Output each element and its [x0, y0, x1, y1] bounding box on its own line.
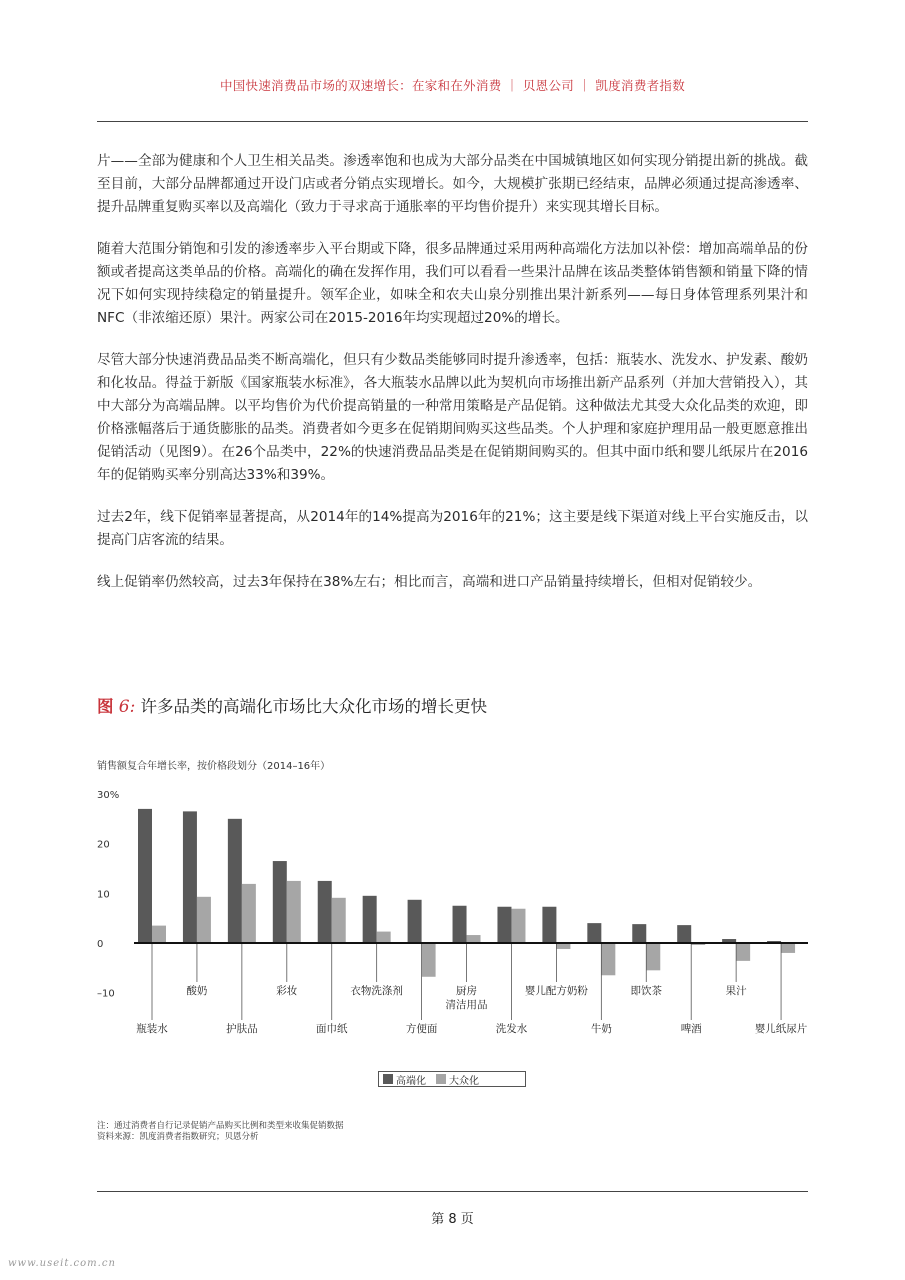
bar-mass — [467, 935, 481, 943]
y-tick-label: 10 — [97, 889, 110, 901]
y-tick-label: –10 — [97, 988, 115, 1000]
legend-label-mass: 大众化 — [449, 1075, 479, 1087]
category-label: 即饮茶 — [630, 985, 663, 997]
paragraph-1: 片——全部为健康和个人卫生相关品类。渗透率饱和也成为大部分品类在中国城镇地区如何实现分销提出新的挑战。截至目前，大部分品牌都通过开设门店或者分销点实现增长。如今，大规模扩张期已经结束，品牌必须通过提高渗透率、提升品牌重复购买率以及高端化（致力于寻求高于通胀率的平均售价提升）来实现其增长目标。 — [97, 153, 808, 215]
body-text — [97, 150, 808, 613]
category-label: 方便面 — [405, 1023, 438, 1035]
category-label: 洗发水 — [495, 1023, 528, 1035]
figure-caption: 许多品类的高端化市场比大众化市场的增长更快 — [140, 697, 488, 716]
running-header — [97, 76, 808, 94]
bar-mass — [422, 943, 436, 977]
y-tick-label: 0 — [97, 939, 104, 950]
chart-legend — [378, 1071, 526, 1087]
category-label: 护肤品 — [226, 1023, 258, 1035]
paragraph-3: 尽管大部分快速消费品品类不断高端化，但只有少数品类能够同时提升渗透率，包括：瓶装水、洗发水、护发素、酸奶和化妆品。得益于新版《国家瓶装水标准》，各大瓶装水品牌以此为契机向市场推出新产品系列（并加大营销投入），其中大部分为高端品牌。以平均售价为代价提高销量的一种常用策略是产品促销。这种做法尤其受大众化品类的欢迎，即价格涨幅落后于通货膨胀的品类。消费者如今更多在促销期间购买这些品类。个人护理和家庭护理用品一般更愿意推出促销活动（见图9）。在26个品类中，22%的快速消费品品类是在促销期间购买的。但其中面巾纸和婴儿纸尿片在2016年的促销购买率分别高达33%和39%。 — [97, 352, 808, 483]
category-label: 果汁 — [725, 985, 747, 997]
bar-mass — [377, 932, 391, 943]
category-label: 彩妆 — [276, 985, 298, 997]
bar-premium — [587, 923, 601, 943]
legend-label-premium: 高端化 — [396, 1075, 426, 1087]
bar-mass — [152, 926, 166, 943]
category-label: 清洁用品 — [445, 999, 488, 1011]
category-label: 酸奶 — [186, 985, 208, 997]
figure-number: 6: — [118, 697, 136, 717]
figure-label: 图 — [97, 697, 114, 716]
bar-premium — [677, 925, 691, 943]
bar-premium — [273, 861, 287, 943]
y-tick-label: 20 — [97, 839, 110, 851]
chart-subtitle: 销售额复合年增长率，按价格段划分（2014–16年） — [97, 761, 331, 772]
category-label: 面巾纸 — [315, 1023, 348, 1035]
category-label: 牛奶 — [590, 1023, 612, 1035]
category-label: 衣物洗涤剂 — [350, 985, 403, 997]
bar-mass — [646, 943, 660, 970]
legend-swatch-mass — [436, 1074, 446, 1084]
bar-premium — [632, 924, 646, 943]
category-label: 厨房 — [456, 985, 478, 997]
category-label: 啤酒 — [680, 1023, 702, 1035]
bar-premium — [408, 900, 422, 943]
chart-notes — [97, 1121, 344, 1143]
bar-premium — [542, 907, 556, 943]
bar-mass — [242, 884, 256, 943]
category-label: 瓶装水 — [136, 1023, 168, 1035]
bar-mass — [511, 909, 525, 943]
bar-premium — [183, 811, 197, 943]
page-number: 第 8 页 — [431, 1212, 474, 1227]
category-label: 婴儿配方奶粉 — [524, 985, 588, 997]
bar-premium — [228, 819, 242, 943]
legend-swatch-premium — [383, 1074, 393, 1084]
bar-premium — [363, 896, 377, 943]
bar-mass — [332, 898, 346, 943]
bar-mass — [601, 943, 615, 975]
legend-item-mass — [436, 1072, 479, 1087]
header-text: 中国快速消费品市场的双速增长：在家和在外消费 ｜ 贝恩公司 ｜ 凯度消费者指数 — [219, 78, 686, 93]
paragraph-5: 线上促销率仍然较高，过去3年保持在38%左右；相比而言，高端和进口产品销量持续增长，但相对促销较少。 — [97, 574, 762, 590]
category-label: 婴儿纸尿片 — [754, 1023, 808, 1035]
paragraph-4: 过去2年，线下促销率显著提高，从2014年的14%提高为2016年的21%；这主要是线下渠道对线上平台实施反击，以提高门店客流的结果。 — [97, 509, 808, 548]
figure-title — [97, 693, 487, 717]
bar-premium — [497, 907, 511, 943]
footer-divider — [97, 1191, 808, 1192]
header-divider — [97, 121, 808, 122]
bar-mass — [197, 897, 211, 943]
bar-mass — [736, 943, 750, 961]
y-tick-label: 30% — [97, 790, 120, 801]
watermark: www.useit.com.cn — [8, 1258, 116, 1269]
legend-item-premium — [383, 1072, 426, 1087]
bar-mass — [287, 881, 301, 943]
bar-mass — [781, 943, 795, 953]
chart-source: 资料来源：凯度消费者指数研究；贝恩分析 — [97, 1132, 259, 1142]
bar-premium — [318, 881, 332, 943]
bar-premium — [138, 809, 152, 943]
bar-chart — [0, 780, 905, 1065]
paragraph-2: 随着大范围分销饱和引发的渗透率步入平台期或下降，很多品牌通过采用两种高端化方法加以补偿：增加高端单品的份额或者提高这类单品的价格。高端化的确在发挥作用，我们可以看看一些果汁品牌在该品类整体销售额和销量下降的情况下如何实现持续稳定的销量提升。领军企业，如味全和农夫山泉分别推出果汁新系列——每日身体管理系列果汁和NFC（非浓缩还原）果汁。两家公司在2015-2016年均实现超过20%的增长。 — [97, 241, 808, 326]
bar-premium — [453, 906, 467, 943]
chart-note: 注：通过消费者自行记录促销产品购买比例和类型来收集促销数据 — [97, 1121, 344, 1131]
